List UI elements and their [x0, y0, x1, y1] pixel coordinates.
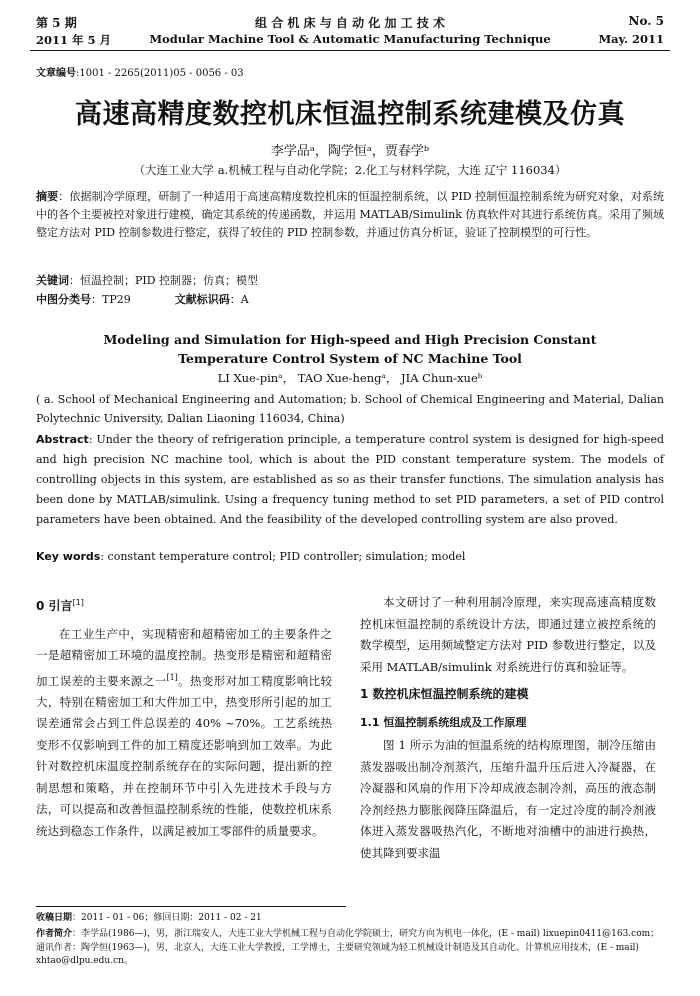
section-1-1-paragraph: 图 1 所示为油的恒温系统的结构原理图，制冷压缩由蒸发器吸出制冷剂蒸汽，压缩升温升压后进入冷凝器，在冷凝器和风扇的作用下冷却成液态制冷剂，高压的液态制冷剂经热力膨胀阀降压降温后，有一定过冷度的制冷剂液体进入蒸发器吸热汽化，不断地对油槽中的油进行换热，使其降到要求温 — [360, 738, 656, 860]
section-0-text-a: 在工业生产中，实现精密和超精密加工的主要条件之一是超精密加工环境的温度控制。热变形是精密和超精密加工误差的主要来源之一 — [36, 626, 332, 688]
keywords-cn — [36, 272, 664, 290]
header-rule — [30, 50, 670, 51]
journal-name-cn: 组 合 机 床 与 自 动 化 加 工 技 术 — [255, 16, 445, 30]
bio-text: ：李学品(1986—)，男，浙江瑞安人，大连工业大学机械工程与自动化学院硕士，研究方向为机电一体化，(E - mail) lixuepin0411@163.com；通讯作者：陶学恒(1963—)，男，北京人，大连工业大学教授，工学博士，主要研究领域为轻工机械设计制造及其自动化、计算机应用技术，(E - mail) xhtao@dlpu.edu.cn。 — [36, 929, 660, 966]
keywords-cn-label: 关键词 — [36, 274, 69, 287]
abstract-en-label: Abstract — [36, 433, 89, 446]
keywords-cn-text: ：恒温控制；PID 控制器；仿真；模型 — [69, 274, 259, 287]
classification-label: 中图分类号 — [36, 293, 91, 306]
abstract-en — [36, 430, 664, 530]
article-number — [36, 64, 244, 79]
section-0-heading — [36, 592, 332, 618]
section-0-inline-cite: [1] — [166, 672, 178, 682]
article-number-value: :1001 - 2265(2011)05 - 0056 - 03 — [76, 68, 244, 79]
doc-code-label: 文献标识码 — [174, 293, 230, 306]
classification-value: ：TP29 — [91, 293, 131, 306]
left-column — [36, 592, 332, 842]
paper-title-en-line1: Modeling and Simulation for High-speed and High Precision Constant — [103, 332, 597, 347]
keywords-en-label: Key words — [36, 550, 101, 563]
issue-cn: 第 5 期 — [36, 16, 77, 30]
section-1-heading: 1 数控机床恒温控制系统的建模 — [360, 687, 529, 701]
abstract-cn — [36, 188, 664, 242]
keywords-en-text: : constant temperature control; PID controller; simulation; model — [100, 550, 466, 563]
received-dates: ：2011 - 01 - 06；修回日期：2011 - 02 - 21 — [72, 913, 262, 923]
date-en: May. 2011 — [598, 32, 664, 46]
keywords-en — [36, 550, 664, 563]
article-number-label: 文章编号 — [36, 68, 76, 79]
abstract-cn-text: ：依据制冷学原理，研制了一种适用于高速高精度数控机床的恒温控制系统，以 PID 控制恒温控制系统为研究对象，对系统中的各个主要被控对象进行建模，确定其系统的传递函数，并运用 MATLAB/Simulink 仿真软件对其进行系统仿真。采用了频域整定方法对 PID 控制参数进行整定，获得了较佳的 PID 控制参数，并通过仿真分析证，验证了控制模型的可行性。 — [36, 190, 664, 239]
date-cn: 2011 年 5 月 — [36, 33, 112, 47]
authors-en: LI Xue-pinᵃ， TAO Xue-hengᵃ， JIA Chun-xueᵇ — [217, 371, 483, 385]
section-1-1-heading: 1.1 恒温控制系统组成及工作原理 — [360, 715, 527, 729]
section-0-cite: [1] — [72, 598, 84, 607]
footnote-received — [36, 912, 664, 926]
intro-paragraph: 本文研讨了一种利用制冷原理，来实现高速高精度数控机床恒温控制的系统设计方法，即通过建立被控系统的数学模型，运用频域整定方法对 PID 参数进行整定，以及采用 MATLAB/simulink 对系统进行仿真和验证等。 — [360, 595, 656, 674]
footnote-rule — [36, 906, 346, 907]
authors-cn: 李学品ᵃ，陶学恒ᵃ，贾春学ᵇ — [270, 144, 430, 159]
journal-name-en: Modular Machine Tool & Automatic Manufacturing Technique — [149, 32, 551, 46]
classification-line — [36, 291, 664, 309]
paper-title-en-line2: Temperature Control System of NC Machine Tool — [178, 351, 522, 366]
section-0-text-b: 。热变形对加工精度影响比较大，特别在精密加工和大件加工中，热变形所引起的加工误差通常会占到工件总误差的 40% ~70%。工艺系统热变形不仅影响到工件的加工精度还影响到加工效率。为此针对数控机床温度控制系统存在的实际问题，提出新的控制思想和策略，并在控制环节中引入先进技术手段与方法，可以提高和改善恒温控制系统的性能，使数控机床系统达到稳态工作条件，以满足被加工零部件的质量要求。 — [36, 673, 332, 838]
affiliation-cn: （大连工业大学 a.机械工程与自动化学院；2.化工与材料学院，大连 辽宁 116034） — [133, 163, 567, 177]
paper-title-cn: 高速高精度数控机床恒温控制系统建模及仿真 — [75, 99, 625, 130]
abstract-cn-label: 摘要 — [36, 190, 59, 203]
received-label: 收稿日期 — [36, 913, 73, 923]
section-0-title: 0 引言 — [36, 599, 73, 613]
right-column — [360, 592, 656, 864]
issue-en: No. 5 — [628, 14, 664, 28]
affiliation-en: ( a. School of Mechanical Engineering and Automation; b. School of Chemical Engineering and Material, Dalian Polytechnic University, Dalian Liaoning 116034, China) — [36, 393, 664, 425]
footnote-bio — [36, 928, 664, 969]
doc-code-value: ：A — [229, 293, 249, 306]
abstract-en-text: : Under the theory of refrigeration principle, a temperature control system is designed for high-speed and high precision NC machine tool, which is about the PID constant temperature system. The models of controlling objects in this system, are established as so as their transfer functions. The simulation analysis has been done by MATLAB/simulink. Using a frequency tuning method to set PID parameters, a set of PID control parameters have been obtained. And the feasibility of the developed controlling system are also proved. — [36, 433, 664, 526]
section-0-paragraph — [36, 624, 332, 843]
bio-label: 作者简介 — [36, 929, 73, 939]
